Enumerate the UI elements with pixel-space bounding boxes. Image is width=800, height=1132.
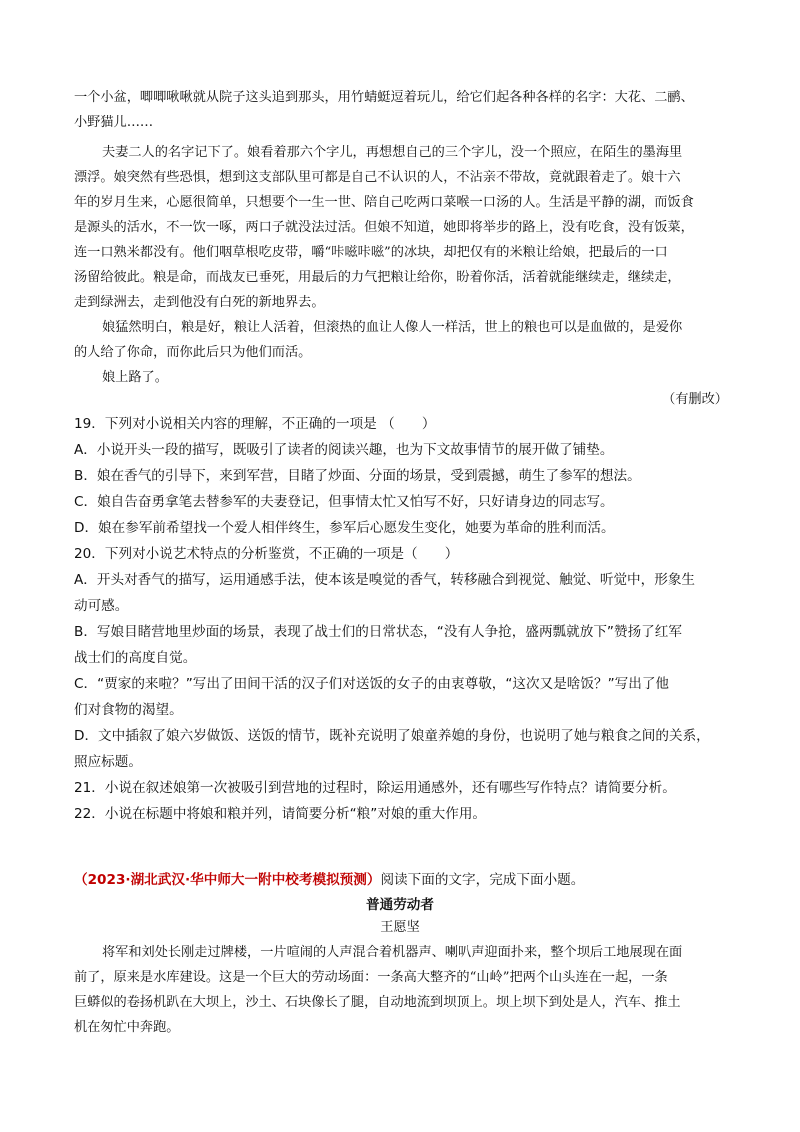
option-20a-cont: 动可感。	[74, 598, 129, 614]
option-20a: A．开头对香气的描写，运用通感手法，使本该是嗅觉的香气，转移融合到视觉、触觉、听觉中，形象生	[74, 572, 696, 588]
option-20c: C．“贾家的来啦？”写出了田间干活的汉子们对送饭的女子的由衷尊敬，“这次又是啥饭？”写出了他	[74, 676, 670, 692]
article-line: 前了，原来是水库建设。这是一个巨大的劳动场面：一条高大整齐的“山岭”把两个山头连在一起，一条	[74, 970, 668, 985]
article-line: 机在匆忙中奔跑。	[74, 1020, 180, 1035]
question-21: 21．小说在叙述娘第一次被吸引到营地的过程时，除运用通感外，还有哪些写作特点？请简要分析。	[74, 780, 676, 796]
source-tag: （2023·湖北武汉·华中师大一附中校考模拟预测）	[74, 872, 381, 888]
passage-line: 走到绿洲去，走到他没有白死的新地界去。	[74, 295, 325, 310]
option-20d-cont: 照应标题。	[74, 754, 142, 770]
option-19a: A．小说开头一段的描写，既吸引了读者的阅读兴趣，也为下文故事情节的展开做了铺垫。	[74, 442, 614, 458]
passage-line: 年的岁月生来，心愿很简单，只想要个一生一世、陪自己吃两口菜喉一口汤的人。生活是平静的湖，而饭食	[74, 195, 694, 210]
option-20b: B．写娘目睹营地里炒面的场景，表现了战士们的日常状态，“没有人争抢，盛两瓢就放下”赞扬了红军	[74, 624, 682, 640]
question-20: 20．下列对小说艺术特点的分析鉴赏，不正确的一项是（ ）	[74, 546, 459, 562]
passage-line: 娘上路了。	[102, 370, 168, 385]
passage-line: 小野猫儿……	[74, 115, 154, 130]
passage-line: 是源头的活水，不一饮一啄，两口子就没法过活。但娘不知道，她即将举步的路上，没有吃食，没有饭菜，	[74, 220, 694, 235]
passage-line: 汤留给彼此。粮是命，而战友已垂死，用最后的力气把粮让给你，盼着你活，活着就能继续走，继续走，	[74, 270, 681, 285]
option-19d: D．娘在参军前希望找一个爱人相伴终生，参军后心愿发生变化，她要为革命的胜利而活。	[74, 520, 615, 536]
passage-line: 夫妻二人的名字记下了。娘看着那六个字儿，再想想自己的三个字儿，没一个照应，在陌生的墨海里	[102, 145, 683, 160]
option-20b-cont: 战士们的高度自觉。	[74, 650, 197, 666]
article-line: 将军和刘处长刚走过牌楼，一片喧闹的人声混合着机器声、喇叭声迎面扑来，整个坝后工地展现在面	[102, 945, 683, 960]
option-19b: B．娘在香气的引导下，来到军营，目睹了炒面、分面的场景，受到震撼，萌生了参军的想法。	[74, 468, 641, 484]
article-title: 普通劳动者	[366, 897, 434, 913]
section-header	[74, 870, 734, 890]
passage-line: 娘猛然明白，粮是好，粮让人活着，但滚热的血让人像人一样活，世上的粮也可以是血做的，是爱你	[102, 320, 683, 335]
question-19: 19．下列对小说相关内容的理解，不正确的一项是 （ ）	[74, 416, 436, 432]
option-20c-cont: 们对食物的渴望。	[74, 702, 183, 718]
passage-line: 的人给了你命，而你此后只为他们而活。	[74, 345, 312, 360]
option-19c: C．娘自告奋勇拿笔去替参军的夫妻登记，但事情太忙又怕写不好，只好请身边的同志写。	[74, 494, 614, 510]
passage-line: 一个小盆，唧唧啾啾就从院子这头追到那头，用竹蜻蜓逗着玩儿，给它们起各种各样的名字：大花、二鹂、	[74, 90, 694, 105]
edit-note: （有删改）	[662, 392, 728, 407]
passage-line: 漂浮。娘突然有些恐惧，想到这支部队里可都是自己不认识的人，不沾亲不带故，竟就跟着走了。娘十六	[74, 170, 681, 185]
instruction-text: 阅读下面的文字，完成下面小题。	[380, 872, 585, 888]
question-22: 22．小说在标题中将娘和粮并列，请简要分析“粮”对娘的重大作用。	[74, 806, 487, 822]
article-author: 王愿坚	[380, 920, 420, 935]
passage-line: 连一口熟米都没有。他们咽草根吃皮带，嚼“咔嗞咔嗞”的冰块，却把仅有的米粮让给娘，把最后的一口	[74, 245, 668, 260]
article-line: 巨蟒似的卷扬机趴在大坝上，沙土、石块像长了腿，自动地流到坝顶上。坝上坝下到处是人，汽车、推土	[74, 995, 681, 1010]
option-20d: D．文中插叙了娘六岁做饭、送饭的情节，既补充说明了娘童养媳的身份，也说明了她与粮食之间的关系，	[74, 728, 710, 744]
